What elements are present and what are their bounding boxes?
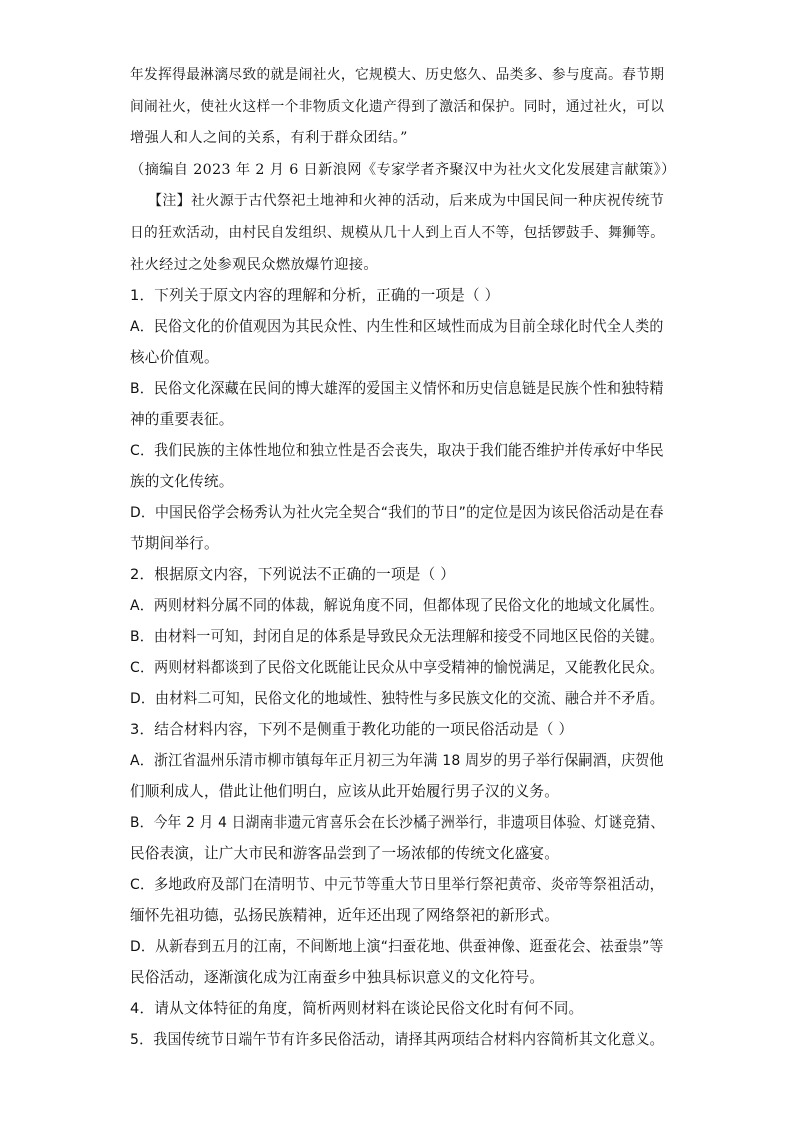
question-1-option-a-cont: 核心价值观。 xyxy=(130,349,219,366)
question-1-option-b-cont: 神的重要表征。 xyxy=(130,411,234,428)
question-3-option-a: A．浙江省温州乐清市柳市镇每年正月初三为年满 18 周岁的男子举行保嗣酒，庆贺他 xyxy=(130,752,664,769)
question-5: 5．我国传统节日端午节有许多民俗活动，请择其两项结合材料内容简析其文化意义。 xyxy=(130,1031,664,1048)
question-2-option-b: B．由材料一可知，封闭自足的体系是导致民众无法理解和接受不同地区民俗的关键。 xyxy=(130,628,664,645)
question-1-option-d-cont: 节期间举行。 xyxy=(130,535,219,552)
question-3-option-d-cont: 民俗活动，逐渐演化成为江南蚕乡中独具标识意义的文化符号。 xyxy=(130,969,545,986)
question-1-option-c: C．我们民族的主体性地位和独立性是否会丧失，取决于我们能否维护并传承好中华民 xyxy=(130,442,664,459)
question-2-option-c: C．两则材料都谈到了民俗文化既能让民众从中享受精神的愉悦满足，又能教化民众。 xyxy=(130,659,664,676)
question-3-option-c-cont: 缅怀先祖功德，弘扬民族精神，近年还出现了网络祭祀的新形式。 xyxy=(130,907,560,924)
question-1-option-a: A．民俗文化的价值观因为其民众性、内生性和区域性而成为目前全球化时代全人类的 xyxy=(130,318,664,335)
question-3-option-a-cont: 们顺利成人，借此让他们明白，应该从此开始履行男子汉的义务。 xyxy=(130,783,560,800)
note-line-3: 社火经过之处参观民众燃放爆竹迎接。 xyxy=(130,257,378,273)
source-citation: （摘编自 2023 年 2 月 6 日新浪网《专家学者齐聚汉中为社火文化发展建言献策》） xyxy=(130,162,676,178)
material-line-1: 年发挥得最淋漓尽致的就是闹社火，它规模大、历史悠久、品类多、参与度高。春节期 xyxy=(130,67,665,83)
question-2-option-d: D．由材料二可知，民俗文化的地域性、独特性与多民族文化的交流、融合并不矛盾。 xyxy=(130,690,664,707)
note-line-2: 日的狂欢活动，由村民自发组织、规模从几十人到上百人不等，包括锣鼓手、舞狮等。 xyxy=(130,225,665,241)
question-1-stem: 1．下列关于原文内容的理解和分析，正确的一项是（ ） xyxy=(130,287,500,304)
question-3-option-b: B．今年 2 月 4 日湖南非遗元宵喜乐会在长沙橘子洲举行，非遗项目体验、灯谜竞猜、 xyxy=(130,814,665,831)
question-1-option-b: B．民俗文化深藏在民间的博大雄浑的爱国主义情怀和历史信息链是民族个性和独特精 xyxy=(130,380,664,397)
question-4: 4．请从文体特征的角度，简析两则材料在谈论民俗文化时有何不同。 xyxy=(130,1000,584,1017)
material-line-2: 间闹社火，使社火这样一个非物质文化遗产得到了激活和保护。同时，通过社火，可以 xyxy=(130,99,665,115)
question-2-stem: 2．根据原文内容，下列说法不正确的一项是（ ） xyxy=(130,566,455,583)
question-3-option-c: C．多地政府及部门在清明节、中元节等重大节日里举行祭祀黄帝、炎帝等祭祖活动， xyxy=(130,876,664,893)
note-line-1: 【注】社火源于古代祭祀土地神和火神的活动，后来成为中国民间一种庆祝传统节 xyxy=(148,193,665,209)
question-2-option-a: A．两则材料分属不同的体裁，解说角度不同，但都体现了民俗文化的地域文化属性。 xyxy=(130,597,664,614)
question-3-option-d: D．从新春到五月的江南，不间断地上演“扫蚕花地、供蚕神像、逛蚕花会、祛蚕祟”等 xyxy=(130,938,664,955)
question-3-option-b-cont: 民俗表演，让广大市民和游客品尝到了一场浓郁的传统文化盛宴。 xyxy=(130,845,560,862)
question-1-option-c-cont: 族的文化传统。 xyxy=(130,473,234,490)
material-line-3: 增强人和人之间的关系，有利于群众团结。” xyxy=(130,130,408,146)
question-1-option-d: D．中国民俗学会杨秀认为社火完全契合“我们的节日”的定位是因为该民俗活动是在春 xyxy=(130,504,664,521)
question-3-stem: 3．结合材料内容，下列不是侧重于教化功能的一项民俗活动是（ ） xyxy=(130,721,574,738)
